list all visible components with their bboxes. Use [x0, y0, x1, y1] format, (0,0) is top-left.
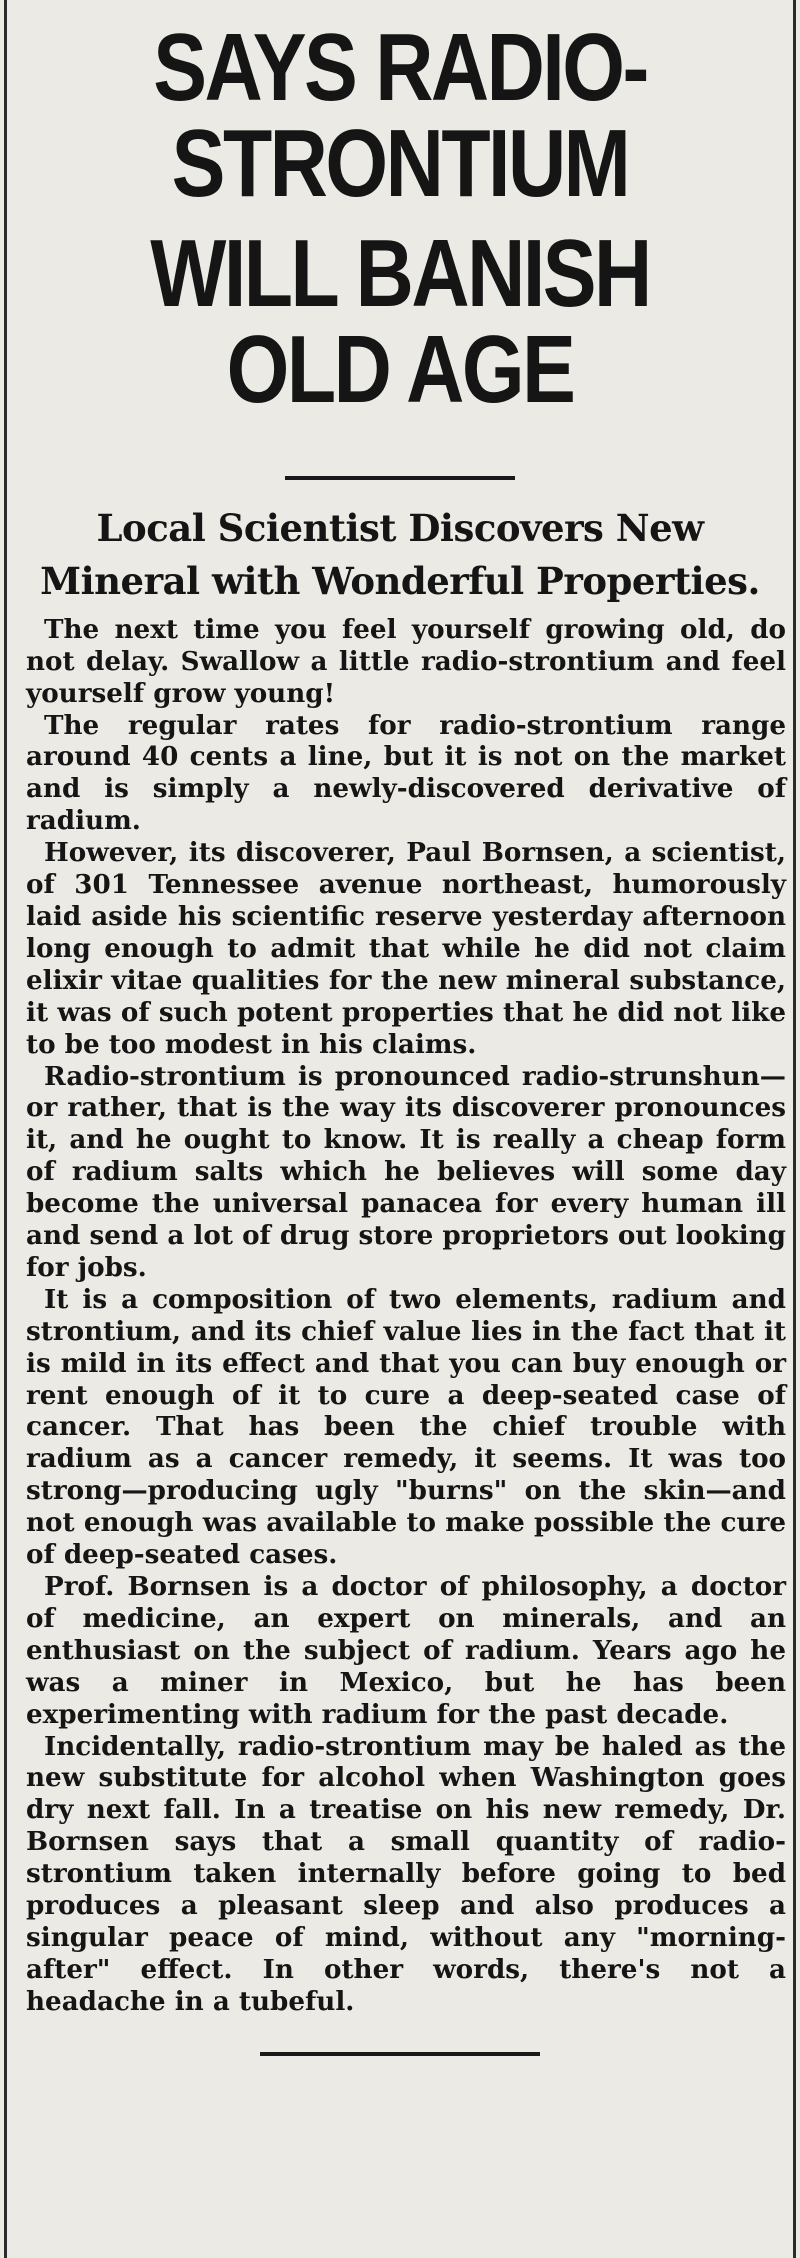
paragraph: The next time you feel yourself growing old, do not delay. Swallow a little radio-strontium and feel yourself grow young! — [26, 613, 786, 709]
end-of-article-rule — [260, 2052, 540, 2056]
paragraph: The regular rates for radio-strontium range around 40 cents a line, but it is not on the market and is simply a newly-discovered derivative of radium. — [26, 709, 786, 837]
paragraph: Incidentally, radio-strontium may be haled as the new substitute for alcohol when Washington goes dry next fall. In a treatise on his new remedy, Dr. Bornsen says that a small quantity of radio-strontium taken internally before going to bed produces a pleasant sleep and also produces a singular peace of mind, without any "morning-after" effect. In other words, there's not a headache in a tubeful. — [26, 1730, 786, 2017]
paragraph: However, its discoverer, Paul Bornsen, a scientist, of 301 Tennessee avenue northeast, humorously laid aside his scientific reserve yesterday afternoon long enough to admit that while he did not claim elixir vitae qualities for the new mineral substance, it was of such potent properties that he did not like to be too modest in his claims. — [26, 837, 786, 1060]
paragraph: It is a composition of two elements, radium and strontium, and its chief value lies in the fact that it is mild in its effect and that you can buy enough or rent enough of it to cure a deep-seated case of cancer. That has been the chief trouble with radium as a cancer remedy, it seems. It was too strong—producing ugly "burns" on the skin—and not enough was available to make possible the cure of deep-seated cases. — [26, 1283, 786, 1571]
subheadline: Local Scientist Discovers New Mineral with Wonderful Properties. — [40, 506, 760, 603]
paragraph: Prof. Bornsen is a doctor of philosophy, a doctor of medicine, an expert on minerals, and an enthusiast on the subject of radium. Years ago he was a miner in Mexico, but he has been experimenting with radium for the past decade. — [26, 1571, 786, 1730]
headline-divider — [285, 476, 515, 480]
article-body — [26, 614, 786, 2018]
headline-line-1: SAYS RADIO-STRONTIUM — [153, 14, 647, 217]
right-column-rule — [793, 0, 796, 2258]
headline-line-2: WILL BANISH OLD AGE — [150, 220, 650, 423]
left-column-rule — [4, 0, 7, 2258]
paragraph: Radio-strontium is pronounced radio-strunshun—or rather, that is the way its discoverer pronounces it, and he ought to know. It is really a cheap form of radium salts which he believes will some day become the universal panacea for every human ill and send a lot of drug store proprietors out looking for jobs. — [26, 1060, 786, 1283]
